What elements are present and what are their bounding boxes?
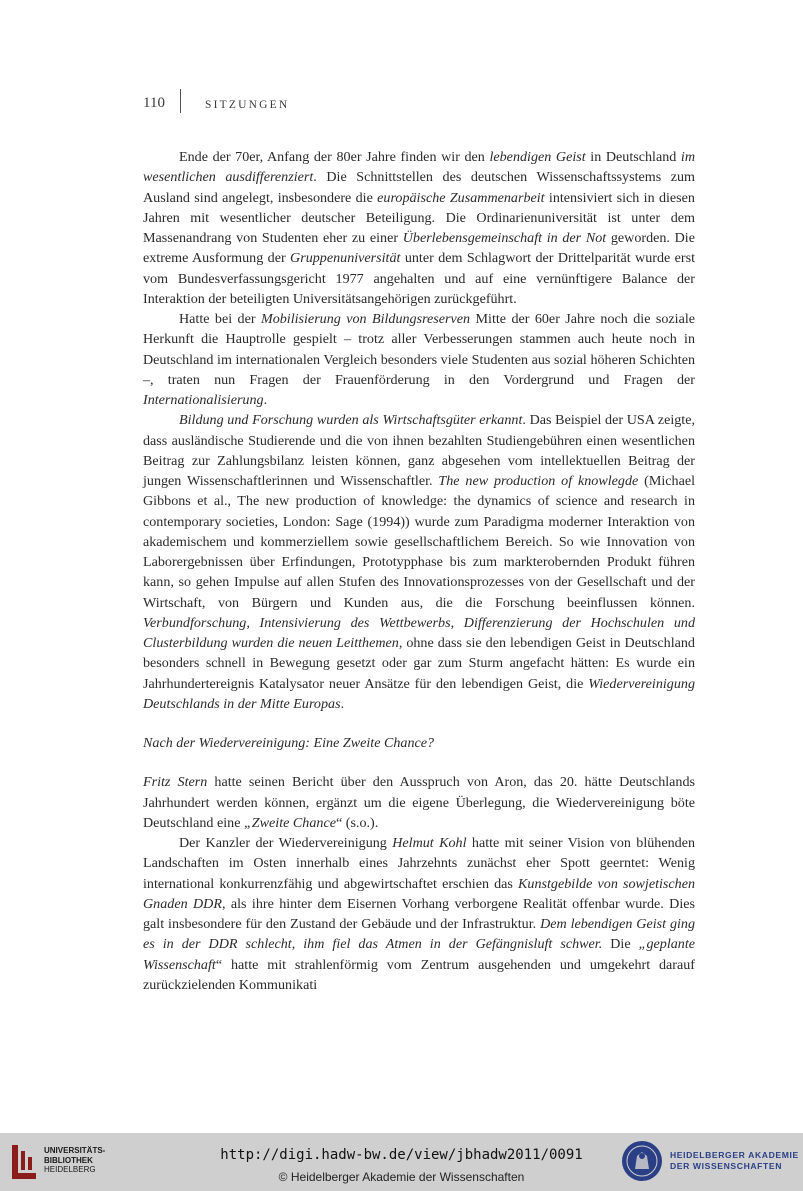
text-run: , als ihre hinter dem Eisernen Vorhang verborgene Realität offenbar wurde. Dies galt insbesondere für den Zustand der Gebäude und der Infrastruktur.	[143, 895, 695, 932]
text-run: “ (s.o.).	[335, 814, 379, 831]
text-run: “ hatte mit strahlenförmig vom Zentrum ausgehenden und umgekehrt darauf zurückzielenden Kommunikati	[143, 956, 695, 993]
italic-run: Überlebensgemeinschaft in der Not	[402, 230, 607, 246]
library-line: HEIDELBERG	[44, 1165, 96, 1174]
text-run: unter dem Schlagwort der Drittelparität wurde erst vom Bundesverfassungsgericht 1977 angehalten und auf eine vernünftigere Balance der Interaktion der beteiligten Universitätsangehörigen zurückgeführt.	[143, 250, 695, 307]
text-run: Ende der 70er, Anfang der 80er Jahre finden wir den	[179, 149, 490, 165]
italic-run: europäische Zusammenarbeit	[377, 189, 545, 206]
italic-run: „geplante Wissenschaft	[143, 936, 695, 973]
running-head: SITZUNGEN	[205, 99, 290, 111]
text-run: .	[263, 392, 268, 408]
source-url-link[interactable]: http://digi.hadw-bw.de/view/jbhadw2011/0091	[220, 1147, 583, 1163]
text-run: , ohne dass sie den lebendigen Geist in Deutschland besonders schnell in Bewegung gesetzt oder gar zum Sturm angefacht hätten: Es wurde ein Jahrhundertereignis Katalysator neuer Ansätze für den lebendigen Geist, die	[143, 635, 695, 692]
text-run: Die	[602, 936, 639, 953]
paragraph	[143, 147, 695, 309]
paragraph	[143, 410, 695, 714]
italic-run: Gruppenuniversität	[290, 250, 401, 267]
italic-run: im wesentlichen ausdifferenziert	[143, 149, 696, 186]
italic-run: „Zweite Chance	[243, 814, 336, 831]
academy-seal-icon	[620, 1139, 664, 1183]
italic-run: Mobilisierung von Bildungsreserven	[260, 311, 471, 327]
academy-line: DER WISSENSCHAFTEN	[670, 1161, 783, 1171]
text-run: (Michael Gibbons et al., The new production of knowledge: the dynamics of science and research in contemporary societies, London: Sage (1994)) wurde zum Paradigma moderner Interaktion von akademischem und kommerziellem sowie gesellschaftlichem Bereich. So wie Innovation von Laborergebnissen über Erfindungen, Prototypphase bis zum markterobernden Produkt führen kann, so gehen Impulse auf allen Stufen des Innovationsprozesses von der Gesellschaft und der Wirtschaft, von Bürgern und Kunden aus, die die Forschung beeinflussen können.	[143, 473, 695, 611]
italic-run: Kunstgebilde von sowjetischen Gnaden DDR	[143, 875, 695, 912]
italic-run: lebendigen Geist	[489, 149, 586, 165]
text-run: Mitte der 60er Jahre noch die soziale Herkunft die Hauptrolle gespielt – trotz aller Verbesserungen stammen auch heute noch in Deutschland im internationalen Vergleich besonders viele Studenten aus sozial höheren Schichten –, traten nun Fragen der Frauenförderung in den Vordergrund und Fragen der	[143, 311, 695, 388]
italic-run: Helmut Kohl	[392, 835, 467, 851]
text-run: geworden. Die extreme Ausformung der	[143, 230, 695, 267]
italic-run: Wiedervereinigung Deutschlands in der Mitte Europas	[143, 675, 695, 712]
italic-run: Fritz Stern	[143, 774, 208, 791]
italic-run: Internationalisierung	[143, 392, 264, 408]
academy-line: HEIDELBERGER AKADEMIE	[670, 1150, 799, 1160]
text-run: .	[340, 695, 345, 712]
paragraph	[143, 772, 695, 833]
academy-name	[670, 1150, 799, 1172]
page-number: 110	[143, 95, 165, 111]
library-line: UNIVERSITÄTS-	[44, 1146, 106, 1155]
text-run: in Deutschland	[585, 149, 681, 165]
paragraph	[143, 833, 695, 995]
body-text	[143, 147, 695, 995]
section-heading: Nach der Wiedervereinigung: Eine Zweite Chance?	[143, 735, 435, 751]
italic-run: Dem lebendigen Geist ging es in der DDR schlecht, ihm fiel das Atmen in der Gefängnisluft schwer.	[143, 916, 696, 953]
paragraph	[143, 309, 695, 410]
text-run: intensiviert sich in diesen Jahren mit wesentlicher deutscher Beteiligung. Die Ordinarienuniversität ist unter dem Massenandrang von Studenten eher zu einer	[143, 189, 695, 246]
text-run: hatte mit seiner Vision von blühenden Landschaften im Osten innerhalb eines Jahrzehnts zunächst eher Spott geerntet: Wenig international konkurrenzfähig und abgewirtschaftet erschien das	[143, 835, 695, 892]
text-run: hatte seinen Bericht über den Ausspruch von Aron, das 20. hätte Deutschlands Jahrhundert werden können, ergänzt um die eigene Überlegung, die Wiedervereinigung böte Deutschland eine	[143, 774, 695, 831]
text-run: Der Kanzler der Wiedervereinigung	[179, 835, 393, 851]
italic-run: Bildung und Forschung wurden als Wirtschaftsgüter erkannt	[179, 412, 523, 429]
text-run: . Die Schnittstellen des deutschen Wissenschaftssystems zum Ausland sind angelegt, insbesondere die	[143, 169, 695, 206]
library-line: BIBLIOTHEK	[44, 1155, 93, 1165]
copyright-notice: © Heidelberger Akademie der Wissenschaften	[278, 1170, 525, 1184]
text-run: Hatte bei der	[179, 311, 261, 327]
header-divider	[180, 89, 181, 113]
italic-run: Verbundforschung, Intensivierung des Wettbewerbs, Differenzierung der Hochschulen und Clusterbildung wurden die neuen Leitthemen	[143, 614, 695, 651]
text-run: . Das Beispiel der USA zeigte, dass ausländische Studierende und die von ihnen bezahlten Studiengebühren einen wesentlichen Beitrag zur Zahlungsbilanz leisten können, ganz abgesehen vom intellektuellen Beitrag der jungen Wissenschaftlerinnen und Wissenschaftler.	[143, 412, 695, 489]
footer-bar	[0, 1133, 803, 1191]
italic-run: The new production of knowlegde	[438, 473, 639, 489]
